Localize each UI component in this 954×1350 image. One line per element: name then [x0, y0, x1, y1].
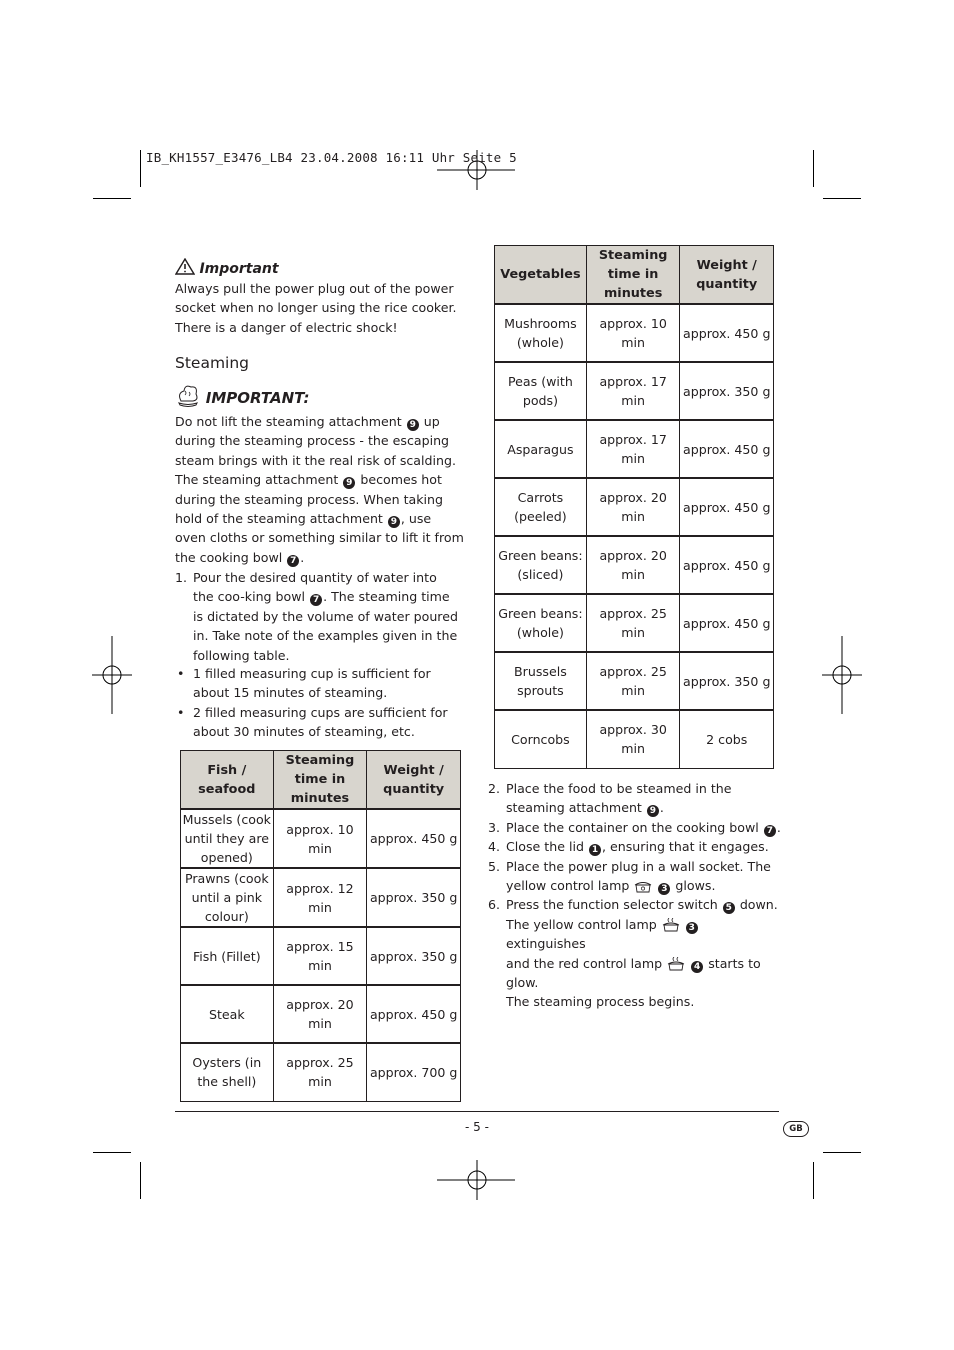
- warning-icon: [175, 258, 195, 275]
- table-cell: approx. 30 min: [586, 710, 680, 768]
- table-cell: approx. 350 g: [367, 868, 461, 927]
- list-item: 5. Place the power plug in a wall socket. The yellow control lamp 3 glows.: [488, 858, 771, 895]
- table-cell: approx. 25 min: [586, 652, 680, 710]
- table-cell: Green beans: (whole): [495, 594, 587, 652]
- steam-lamp-icon: [666, 957, 686, 971]
- table-row: [495, 594, 774, 652]
- table-cell: approx. 25 min: [586, 594, 680, 652]
- language-badge: GB: [783, 1121, 809, 1137]
- table-cell: approx. 10 min: [273, 809, 367, 868]
- table-cell: Oysters (in the shell): [181, 1043, 274, 1101]
- ref-number: 3: [686, 922, 698, 934]
- table-cell: approx. 450 g: [680, 536, 774, 594]
- step-text: Pour the desired quantity of water into the coo-king bowl: [193, 570, 437, 605]
- table-cell: Peas (with pods): [495, 362, 587, 420]
- table-header: Steaming time in minutes: [273, 751, 367, 810]
- steam-lamp-icon: [661, 918, 681, 932]
- hot-steam-icon: [175, 381, 201, 409]
- table-row: [495, 710, 774, 768]
- table-cell: approx. 17 min: [586, 420, 680, 478]
- crosshair-bottom-icon: [437, 1160, 517, 1200]
- ref-number: 1: [589, 844, 601, 856]
- table-cell: Prawns (cook until a pink colour): [181, 868, 274, 927]
- step-number: 1.: [175, 570, 188, 585]
- table-row: [495, 652, 774, 710]
- table-cell: approx. 20 min: [586, 536, 680, 594]
- warning-text: Do not lift the steaming attachment: [175, 414, 402, 429]
- table-cell: Carrots (peeled): [495, 478, 587, 536]
- ref-number: 5: [723, 902, 735, 914]
- table-cell: approx. 350 g: [367, 927, 461, 985]
- table-cell: approx. 17 min: [586, 362, 680, 420]
- list-item: 3. Place the container on the cooking bowl 7 .: [488, 819, 781, 836]
- ref-number: 7: [287, 555, 299, 567]
- important-notice: [175, 258, 465, 337]
- ref-number: 7: [310, 594, 322, 606]
- table-cell: Brussels sprouts: [495, 652, 587, 710]
- page-number: - 5 -: [465, 1120, 489, 1134]
- ref-number: 9: [388, 516, 400, 528]
- table-row: [181, 868, 461, 927]
- important-heading: IMPORTANT:: [205, 389, 310, 407]
- crosshair-right-icon: [822, 636, 862, 714]
- bullet-list: [177, 664, 463, 742]
- table-cell: approx. 450 g: [367, 985, 461, 1043]
- steaming-important: [175, 381, 465, 567]
- table-cell: Corncobs: [495, 710, 587, 768]
- table-cell: Steak: [181, 985, 274, 1043]
- table-cell: approx. 350 g: [680, 652, 774, 710]
- table-row: [495, 478, 774, 536]
- table-cell: Mussels (cook until they are opened): [181, 809, 274, 868]
- table-row: [495, 362, 774, 420]
- table-cell: approx. 450 g: [680, 304, 774, 362]
- print-slug: IB_KH1557_E3476_LB4 23.04.2008 16:11 Uhr Seite 5: [146, 150, 517, 165]
- table-cell: approx. 12 min: [273, 868, 367, 927]
- table-row: [181, 809, 461, 868]
- table-row: [181, 1043, 461, 1101]
- table-cell: approx. 25 min: [273, 1043, 367, 1101]
- step-text: . The steaming time is dictated by the volume of water poured in. Take note of the examples given in the following table.: [193, 589, 458, 663]
- table-header: Steaming time in minutes: [586, 246, 680, 305]
- table-cell: approx. 700 g: [367, 1043, 461, 1101]
- ref-number: 7: [764, 825, 776, 837]
- table-cell: Green beans: (sliced): [495, 536, 587, 594]
- step-1: [175, 568, 461, 665]
- table-header: Weight / quantity: [367, 751, 461, 810]
- table-cell: approx. 10 min: [586, 304, 680, 362]
- table-header: Vegetables: [495, 246, 587, 305]
- important-text: Always pull the power plug out of the power socket when no longer using the rice cooker. There is a danger of electric shock!: [175, 281, 457, 335]
- important-title: Important: [199, 261, 279, 277]
- list-item: • 2 filled measuring cups are sufficient for about 30 minutes of steaming, etc.: [177, 704, 448, 740]
- section-heading: Steaming: [175, 354, 250, 372]
- table-cell: approx. 15 min: [273, 927, 367, 985]
- table-cell: approx. 350 g: [680, 362, 774, 420]
- table-cell: approx. 450 g: [680, 594, 774, 652]
- table-header: Fish / seafood: [181, 751, 274, 810]
- list-item: 6. Press the function selector switch 5 down. The yellow control lamp 3 extinguishes and the red control lamp 4 starts to glow. The steaming process begins.: [488, 897, 778, 1010]
- steps-list: [488, 779, 781, 1012]
- crosshair-left-icon: [92, 636, 132, 714]
- table-row: [495, 536, 774, 594]
- table-cell: 2 cobs: [680, 710, 774, 768]
- table-row: [495, 420, 774, 478]
- table-cell: approx. 450 g: [680, 478, 774, 536]
- vegetables-table: [494, 245, 774, 769]
- fish-table: [180, 750, 461, 1102]
- footer-rule: [175, 1111, 779, 1112]
- table-cell: approx. 20 min: [586, 478, 680, 536]
- list-item: 2. Place the food to be steamed in the steaming attachment 9 .: [488, 781, 732, 817]
- list-item: • 1 filled measuring cup is sufficient for about 15 minutes of steaming.: [177, 666, 431, 701]
- table-row: [181, 985, 461, 1043]
- warning-text: , use oven cloths or something similar to lift it from the cooking bowl: [175, 511, 464, 565]
- ref-number: 9: [343, 477, 355, 489]
- steaming-warning: [175, 412, 465, 567]
- rice-cooker-lamp-icon: [633, 879, 653, 893]
- table-cell: approx. 450 g: [367, 809, 461, 868]
- list-item: 4. Close the lid 1 , ensuring that it engages.: [488, 839, 769, 856]
- table-row: [181, 927, 461, 985]
- warning-text: becomes hot during the steaming process. When taking hold of the steaming attachment: [175, 472, 444, 527]
- table-cell: approx. 20 min: [273, 985, 367, 1043]
- table-row: [495, 304, 774, 362]
- table-header: Weight / quantity: [680, 246, 774, 305]
- ref-number: 9: [407, 419, 419, 431]
- table-cell: Mushrooms (whole): [495, 304, 587, 362]
- ref-number: 3: [658, 883, 670, 895]
- table-cell: Fish (Fillet): [181, 927, 274, 985]
- warning-text: .: [300, 549, 305, 565]
- ref-number: 9: [647, 805, 659, 817]
- ref-number: 4: [691, 961, 703, 973]
- table-cell: Asparagus: [495, 420, 587, 478]
- warning-text: up during the steaming process - the escaping steam brings with it the real risk of scalding. The steaming attachment: [175, 414, 456, 488]
- table-cell: approx. 450 g: [680, 420, 774, 478]
